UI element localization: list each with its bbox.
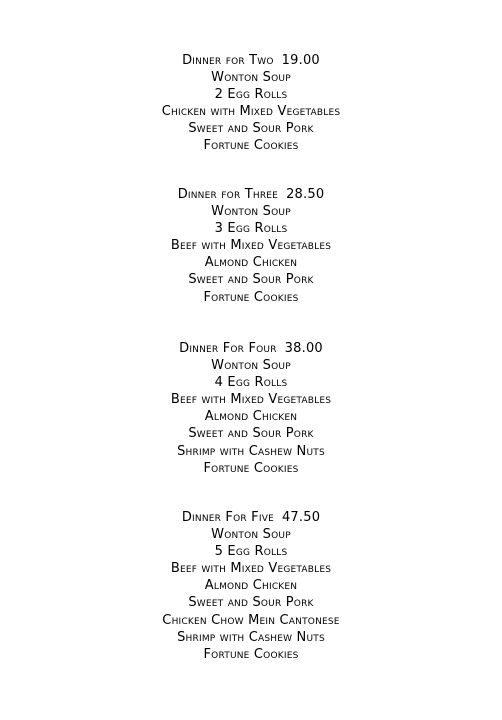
menu-item: Sweet and Sour Pork (188, 121, 314, 137)
menu-section-dinner-for-four (0, 340, 502, 477)
menu-item: 4 Egg Rolls (214, 375, 288, 391)
menu-item: Beef with Mixed Vegetables (170, 561, 332, 577)
menu-item: Wonton Soup (211, 358, 291, 374)
menu-item: Beef with Mixed Vegetables (170, 238, 332, 254)
menu-item: Sweet and Sour Pork (188, 272, 314, 288)
menu-section-dinner-for-three (0, 186, 502, 306)
menu-item: Chicken Chow Mein Cantonese (162, 612, 340, 628)
section-title: Dinner For Five (181, 510, 274, 525)
menu-section-dinner-for-five (0, 509, 502, 663)
section-price: 47.50 (281, 510, 321, 525)
menu-item: Chicken with Mixed Vegetables (161, 104, 341, 120)
section-title: Dinner for Three (177, 187, 279, 202)
section-heading (0, 509, 502, 526)
menu-item: Fortune Cookies (203, 289, 299, 305)
menu-item: Beef with Mixed Vegetables (170, 392, 332, 408)
menu-item: Wonton Soup (211, 204, 291, 220)
menu-item: Fortune Cookies (203, 646, 299, 662)
menu-section-dinner-for-two (0, 52, 502, 155)
menu-item: Fortune Cookies (203, 138, 299, 154)
menu-item: Almond Chicken (204, 578, 298, 594)
section-title: Dinner for Two (182, 53, 274, 68)
section-heading (0, 186, 502, 203)
menu-item: 3 Egg Rolls (214, 221, 288, 237)
section-price: 28.50 (286, 187, 325, 202)
section-price: 19.00 (281, 53, 320, 68)
menu-item: Almond Chicken (204, 409, 298, 425)
menu-item: Sweet and Sour Pork (188, 426, 314, 442)
menu-item: 5 Egg Rolls (214, 544, 288, 560)
menu-item: Wonton Soup (211, 70, 291, 86)
menu-item: Sweet and Sour Pork (188, 595, 314, 611)
menu-item: 2 Egg Rolls (214, 87, 288, 103)
menu-item: Shrimp with Cashew Nuts (177, 629, 325, 645)
menu-item: Shrimp with Cashew Nuts (177, 443, 325, 459)
section-heading (0, 52, 502, 69)
menu-item: Fortune Cookies (203, 460, 299, 476)
menu-item: Almond Chicken (204, 255, 298, 271)
section-price: 38.00 (284, 341, 323, 356)
section-title: Dinner For Four (179, 341, 277, 356)
section-heading (0, 340, 502, 357)
menu-item: Wonton Soup (211, 527, 291, 543)
